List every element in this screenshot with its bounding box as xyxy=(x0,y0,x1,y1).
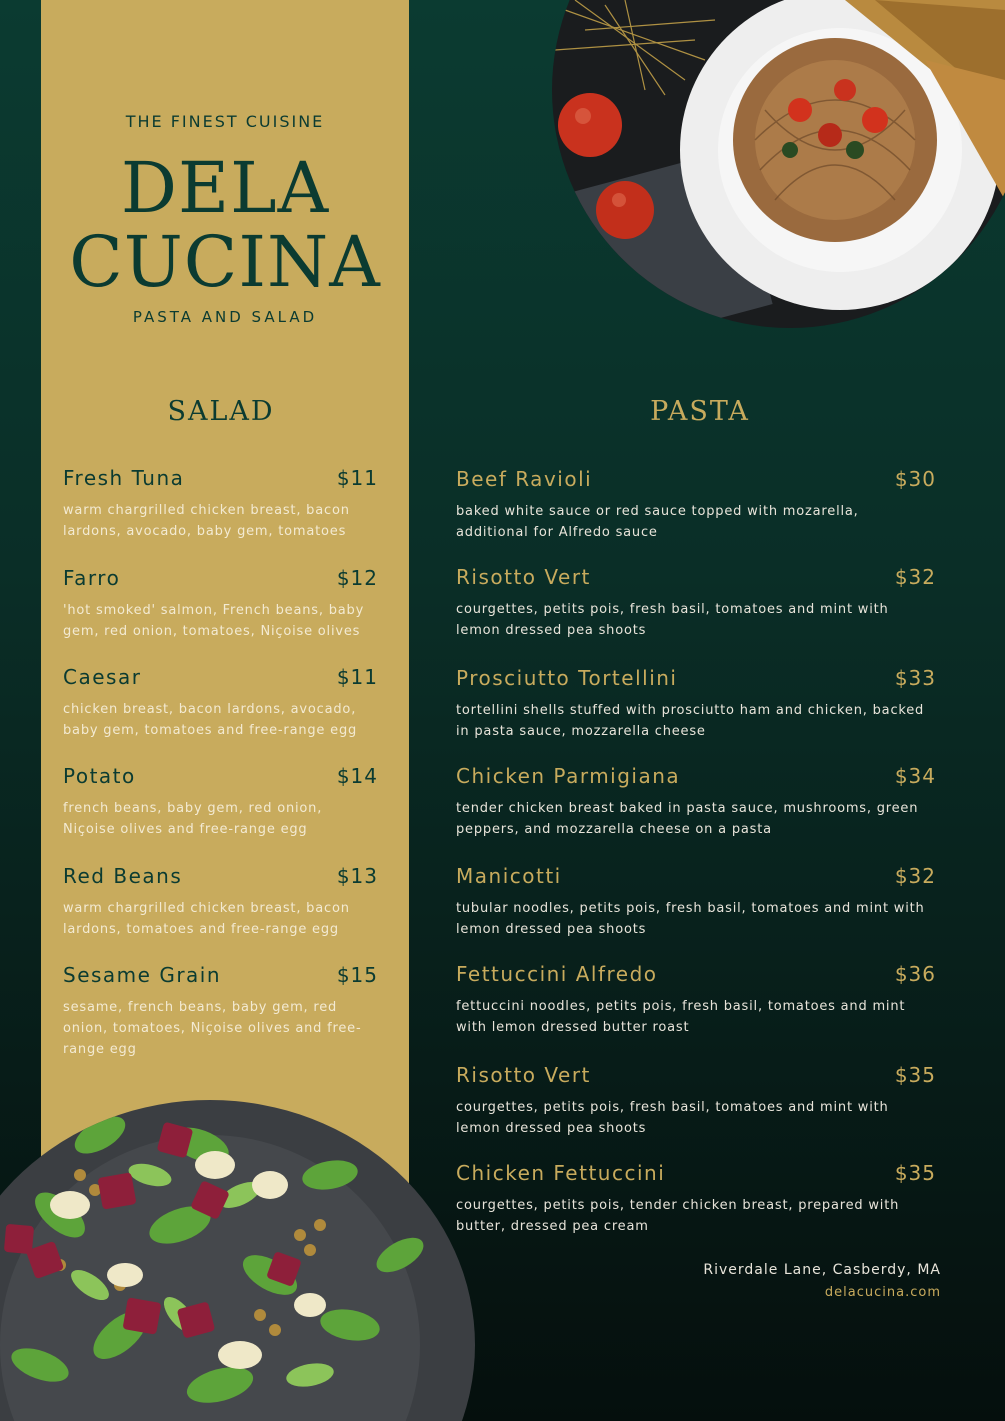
item-description: courgettes, petits pois, tender chicken breast, prepared with butter, dressed pea cream xyxy=(456,1198,900,1234)
item-price: $36 xyxy=(894,962,936,986)
item-description: tortellini shells stuffed with prosciutto ham and chicken, backed in pasta sauce, mozzarella cheese xyxy=(456,703,925,739)
restaurant-address: Riverdale Lane, Casberdy, MA xyxy=(703,1262,941,1278)
item-description: tender chicken breast baked in pasta sauce, mushrooms, green peppers, and mozzarella cheese on a pasta xyxy=(456,801,919,837)
item-price: $11 xyxy=(336,466,378,490)
salad-section-title: SALAD xyxy=(167,396,275,427)
menu-item-salad xyxy=(63,665,378,741)
item-name: Manicotti xyxy=(456,864,562,888)
item-name: Farro xyxy=(63,566,121,590)
item-name: Prosciutto Tortellini xyxy=(456,666,678,690)
item-description: fettuccini noodles, petits pois, fresh basil, tomatoes and mint with lemon dressed butter roast xyxy=(456,999,906,1035)
item-price: $33 xyxy=(894,666,936,690)
item-price: $30 xyxy=(894,467,936,491)
item-description: warm chargrilled chicken breast, bacon lardons, tomatoes and free-range egg xyxy=(63,901,350,937)
item-description: courgettes, petits pois, fresh basil, tomatoes and mint with lemon dressed pea shoots xyxy=(456,602,889,638)
item-price: $14 xyxy=(336,764,378,788)
item-price: $35 xyxy=(894,1063,936,1087)
salad-dish-photo xyxy=(0,1085,490,1421)
menu-item-salad xyxy=(63,864,378,940)
item-description: warm chargrilled chicken breast, bacon lardons, avocado, baby gem, tomatoes xyxy=(63,503,350,539)
brand-name-line1: DELA xyxy=(120,147,330,229)
menu-item-pasta xyxy=(456,565,936,641)
item-description: tubular noodles, petits pois, fresh basil, tomatoes and mint with lemon dressed pea shoots xyxy=(456,901,925,937)
item-name: Beef Ravioli xyxy=(456,467,593,491)
item-name: Fresh Tuna xyxy=(63,466,185,490)
menu-item-salad xyxy=(63,963,378,1060)
menu-item-pasta xyxy=(456,666,936,742)
item-description: 'hot smoked' salmon, French beans, baby gem, red onion, tomatoes, Niçoise olives xyxy=(63,603,365,639)
menu-item-pasta xyxy=(456,962,936,1038)
item-description: chicken breast, bacon lardons, avocado, baby gem, tomatoes and free-range egg xyxy=(63,702,358,738)
item-description: baked white sauce or red sauce topped with mozarella, additional for Alfredo sauce xyxy=(456,504,859,540)
item-name: Chicken Parmigiana xyxy=(456,764,681,788)
item-name: Sesame Grain xyxy=(63,963,222,987)
menu-subtitle: PASTA AND SALAD xyxy=(132,308,318,326)
item-description: french beans, baby gem, red onion, Niçoise olives and free-range egg xyxy=(63,801,323,837)
item-description: sesame, french beans, baby gem, red onion, tomatoes, Niçoise olives and free-range egg xyxy=(63,1000,362,1057)
item-name: Red Beans xyxy=(63,864,183,888)
menu-item-pasta xyxy=(456,1063,936,1139)
item-price: $35 xyxy=(894,1161,936,1185)
item-price: $32 xyxy=(894,565,936,589)
pasta-section-title: PASTA xyxy=(650,396,750,427)
menu-item-pasta xyxy=(456,864,936,940)
pasta-dish-photo xyxy=(545,0,1005,330)
item-name: Risotto Vert xyxy=(456,565,591,589)
menu-item-pasta xyxy=(456,764,951,840)
menu-item-pasta xyxy=(456,1161,936,1237)
item-name: Caesar xyxy=(63,665,142,689)
item-price: $34 xyxy=(894,764,936,788)
item-name: Fettuccini Alfredo xyxy=(456,962,658,986)
item-price: $12 xyxy=(336,566,378,590)
menu-item-salad xyxy=(63,566,378,642)
brand-name-line2: CUCINA xyxy=(69,221,381,303)
item-price: $11 xyxy=(336,665,378,689)
tagline: THE FINEST CUISINE xyxy=(125,112,325,131)
item-price: $32 xyxy=(894,864,936,888)
item-name: Chicken Fettuccini xyxy=(456,1161,666,1185)
item-name: Potato xyxy=(63,764,136,788)
menu-item-pasta xyxy=(456,467,936,543)
website-link[interactable]: delacucina.com xyxy=(824,1285,941,1300)
item-description: courgettes, petits pois, fresh basil, tomatoes and mint with lemon dressed pea shoots xyxy=(456,1100,889,1136)
menu-item-salad xyxy=(63,764,378,840)
item-price: $15 xyxy=(336,963,378,987)
menu-item-salad xyxy=(63,466,378,542)
item-name: Risotto Vert xyxy=(456,1063,591,1087)
item-price: $13 xyxy=(336,864,378,888)
